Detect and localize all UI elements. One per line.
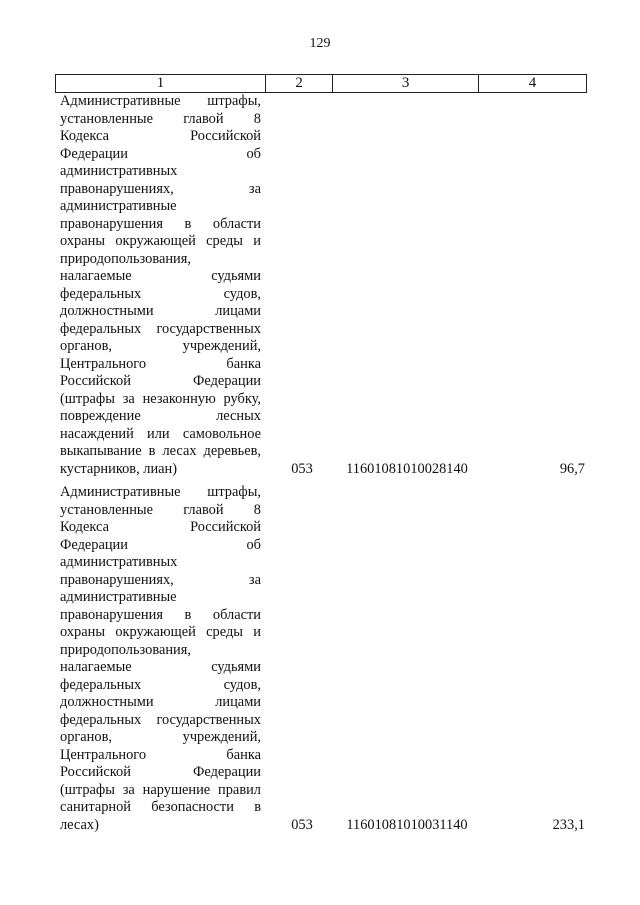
- description-line: федеральных судов,: [60, 285, 261, 302]
- description-line: природопользования,: [60, 641, 191, 658]
- amount-value: 233,1: [552, 816, 585, 833]
- description-line: налагаемые судьями: [60, 268, 261, 284]
- description-line: должностными лицами: [60, 303, 261, 319]
- description-line: правонарушениях, за: [60, 180, 261, 197]
- amount-value: 96,7: [559, 460, 585, 477]
- description-line: повреждение лесных: [60, 408, 261, 424]
- budget-classification-code: 11601081010031140: [346, 816, 468, 833]
- description-line: охраны окружающей среды и: [60, 624, 261, 640]
- description-line: органов, учреждений,: [60, 729, 261, 745]
- description-line: лесах): [60, 816, 99, 833]
- description-line: органов, учреждений,: [60, 338, 261, 354]
- description-line: Административные штрафы,: [60, 484, 261, 500]
- description-line: Административные штрафы,: [60, 93, 261, 109]
- description-line: федеральных судов,: [60, 676, 261, 693]
- budget-classification-code: 11601081010028140: [346, 460, 468, 477]
- header-col-1: 1: [56, 75, 266, 93]
- description-line: федеральных государственных: [60, 320, 261, 337]
- description-line: Федерации об: [60, 536, 261, 553]
- page-number: 129: [309, 36, 331, 51]
- description-line: насаждений или самовольное: [60, 425, 261, 442]
- description-line: правонарушениях, за: [60, 571, 261, 588]
- description-line: (штрафы за нарушение правил: [60, 781, 261, 798]
- description-line: административных: [60, 163, 178, 179]
- description-line: кустарников, лиан): [60, 460, 178, 477]
- description-line: правонарушения в области: [60, 215, 261, 232]
- column-header-table: [55, 74, 587, 93]
- description-line: Кодекса Российской: [60, 519, 261, 535]
- admin-code: 053: [291, 816, 313, 833]
- description-line: административных: [60, 554, 178, 570]
- description-line: административные: [60, 589, 177, 605]
- description-line: правонарушения в области: [60, 606, 261, 623]
- admin-code: 053: [291, 460, 313, 477]
- description-line: (штрафы за незаконную рубку,: [60, 390, 261, 407]
- description-line: выкапывание в лесах деревьев,: [60, 443, 261, 459]
- description-line: административные: [60, 198, 177, 214]
- row-description: [60, 93, 261, 478]
- description-line: санитарной безопасности в: [60, 799, 261, 815]
- description-line: Российской Федерации: [60, 764, 261, 780]
- description-line: Российской Федерации: [60, 373, 261, 389]
- description-line: налагаемые судьями: [60, 659, 261, 675]
- header-col-3: 3: [333, 75, 479, 93]
- header-col-2: 2: [265, 75, 332, 93]
- description-line: федеральных государственных: [60, 711, 261, 728]
- description-line: Центрального банка: [60, 355, 261, 372]
- description-line: должностными лицами: [60, 694, 261, 710]
- description-line: Кодекса Российской: [60, 128, 261, 144]
- description-line: установленные главой 8: [60, 501, 261, 518]
- description-line: установленные главой 8: [60, 110, 261, 127]
- description-line: Центрального банка: [60, 746, 261, 763]
- description-line: охраны окружающей среды и: [60, 233, 261, 249]
- row-description: [60, 484, 261, 834]
- description-line: природопользования,: [60, 250, 191, 267]
- header-col-4: 4: [478, 75, 586, 93]
- description-line: Федерации об: [60, 145, 261, 162]
